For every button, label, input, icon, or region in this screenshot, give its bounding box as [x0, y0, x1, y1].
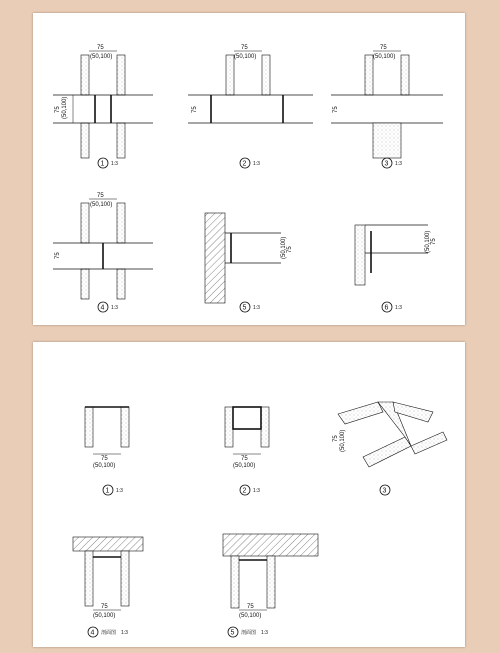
dim-alt-4: (50,100) [90, 202, 113, 208]
detail-scale-6: 1:3 [395, 305, 402, 311]
detail-number-5: 5 [242, 304, 247, 312]
detail-number-2: 2 [242, 160, 247, 168]
detail-number-b1: 1 [105, 487, 110, 495]
detail-number-b4: 4 [90, 629, 95, 637]
detail-number-3: 3 [384, 160, 389, 168]
detail-4-top [53, 193, 153, 312]
detail-scale-5: 1:3 [253, 305, 260, 311]
dim-height-2: 75 [192, 106, 198, 113]
detail-scale-b1: 1:3 [116, 488, 123, 494]
dim-alt-b4: (50,100) [93, 613, 116, 619]
dim-alt-1: (50,100) [90, 54, 113, 60]
detail-scale-2: 1:3 [253, 161, 260, 167]
dim-width-b4: 75 [101, 604, 108, 610]
detail-number-4: 4 [100, 304, 105, 312]
detail-scale-3: 1:3 [395, 161, 402, 167]
detail-label-b5: 剖面图 [241, 630, 257, 636]
dim-alt-b5: (50,100) [239, 613, 262, 619]
detail-5-bottom [223, 534, 318, 637]
dim-width-1: 75 [97, 45, 104, 51]
dim-width-b2: 75 [241, 456, 248, 462]
dim-height-4: 75 [55, 252, 61, 259]
dim-height-b3: 75 [333, 435, 339, 442]
detail-number-6: 6 [384, 304, 389, 312]
dim-width-b1: 75 [101, 456, 108, 462]
dim-alt-b2: (50,100) [233, 463, 256, 469]
dim-height-1: 75 [55, 106, 61, 113]
dim-alt-3: (50,100) [373, 54, 396, 60]
detail-6-top [355, 225, 437, 312]
drawing-sheet-bottom [33, 342, 465, 647]
dim-height-5: 75 [287, 246, 293, 253]
detail-3-top [331, 45, 443, 168]
detail-scale-4: 1:3 [111, 305, 118, 311]
dim-alt-b1: (50,100) [93, 463, 116, 469]
detail-label-b4: 剖面图 [101, 630, 117, 636]
detail-1-top [53, 45, 153, 168]
detail-4-bottom [73, 537, 143, 637]
dim-height-3: 75 [333, 106, 339, 113]
bottom-sheet-drawing [33, 342, 465, 647]
dim-width-2: 75 [241, 45, 248, 51]
dim-height-alt-5: (50,100) [281, 236, 287, 259]
detail-3-bottom [333, 402, 447, 495]
dim-alt-2: (50,100) [234, 54, 257, 60]
dim-height-6: 75 [431, 238, 437, 245]
detail-number-b5: 5 [230, 629, 235, 637]
top-sheet-drawing [33, 13, 465, 325]
detail-5-top [205, 213, 293, 312]
dim-width-b5: 75 [247, 604, 254, 610]
detail-scale-1: 1:3 [111, 161, 118, 167]
detail-1-bottom [85, 407, 129, 495]
drawing-sheet-top [33, 13, 465, 325]
detail-scale-b2: 1:3 [253, 488, 260, 494]
dim-height-alt-6: (50,100) [425, 230, 431, 253]
detail-2-bottom [225, 407, 269, 495]
detail-2-top [188, 45, 313, 168]
dim-width-3: 75 [380, 45, 387, 51]
dim-width-4: 75 [97, 193, 104, 199]
detail-number-b2: 2 [242, 487, 247, 495]
dim-height-alt-b3: (50,100) [340, 429, 346, 452]
detail-number-1: 1 [100, 160, 105, 168]
dim-height-alt-1: (50,100) [62, 96, 68, 119]
detail-scale-b5: 1:3 [261, 630, 268, 636]
detail-number-b3: 3 [382, 487, 387, 495]
detail-scale-b4: 1:3 [121, 630, 128, 636]
